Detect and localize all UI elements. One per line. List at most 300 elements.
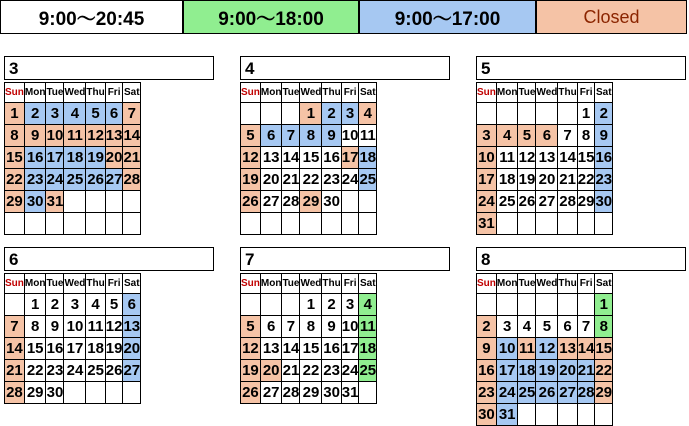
day-cell: 30 [24,191,46,213]
empty-day-cell [241,213,261,235]
week-row [241,103,377,125]
day-cell: 8 [300,125,322,147]
day-cell: 11 [518,338,536,360]
day-cell: 9 [46,316,64,338]
week-row [477,404,613,426]
weekday-label: Sun [241,274,261,294]
week-row [477,169,613,191]
day-cell: 1 [5,103,25,125]
day-cell: 31 [477,213,497,235]
weekday-label: Mon [260,274,282,294]
weekday-label: Sun [241,83,261,103]
day-cell: 6 [260,125,282,147]
day-cell: 6 [536,125,558,147]
weekday-label: Sat [359,274,377,294]
month-title: 4 [240,56,450,80]
day-cell: 10 [341,125,359,147]
day-cell: 31 [341,382,359,404]
day-cell: 17 [341,147,359,169]
empty-day-cell [577,213,595,235]
weekday-label: Thu [86,83,105,103]
weekday-label: Wed [300,274,322,294]
day-cell: 11 [359,125,377,147]
day-cell: 13 [260,338,282,360]
weekday-label: Sun [5,83,25,103]
week-row [5,213,141,235]
day-cell: 30 [46,382,64,404]
weekday-label: Tue [282,274,300,294]
day-cell: 18 [64,147,86,169]
day-cell: 6 [260,316,282,338]
day-cell: 6 [105,103,123,125]
weekday-header-row [477,274,613,294]
day-cell: 19 [86,147,105,169]
day-cell: 21 [123,147,141,169]
weekday-label: Wed [536,274,558,294]
day-cell: 14 [282,147,300,169]
weekday-label: Thu [558,274,577,294]
empty-day-cell [558,294,577,316]
day-cell: 2 [595,103,613,125]
empty-day-cell [518,294,536,316]
day-cell: 28 [123,169,141,191]
week-row [5,382,141,404]
legend-short-hours: 9:00～17:00 [359,0,536,34]
day-cell: 2 [322,294,341,316]
weekday-label: Wed [300,83,322,103]
empty-day-cell [477,294,497,316]
empty-day-cell [595,213,613,235]
weekday-header-row [477,83,613,103]
day-cell: 19 [241,360,261,382]
day-cell: 3 [477,125,497,147]
weekday-label: Tue [518,83,536,103]
empty-day-cell [300,213,322,235]
month-table [240,82,377,235]
empty-day-cell [359,382,377,404]
week-row [477,294,613,316]
day-cell: 25 [86,360,105,382]
empty-day-cell [86,382,105,404]
legend-closed: Closed [536,0,687,34]
day-cell: 26 [518,191,536,213]
weekday-label: Fri [577,83,595,103]
day-cell: 19 [536,360,558,382]
day-cell: 26 [241,191,261,213]
day-cell: 9 [595,125,613,147]
day-cell: 17 [46,147,64,169]
day-cell: 5 [105,294,123,316]
empty-day-cell [536,213,558,235]
day-cell: 26 [105,360,123,382]
empty-day-cell [64,382,86,404]
day-cell: 4 [496,125,518,147]
empty-day-cell [322,213,341,235]
day-cell: 10 [341,316,359,338]
day-cell: 3 [46,103,64,125]
empty-day-cell [518,404,536,426]
day-cell: 23 [46,360,64,382]
day-cell: 22 [300,169,322,191]
day-cell: 4 [359,294,377,316]
weekday-header-row [5,83,141,103]
weekday-label: Thu [322,83,341,103]
weekday-label: Sat [359,83,377,103]
day-cell: 22 [300,360,322,382]
day-cell: 27 [260,191,282,213]
day-cell: 18 [359,147,377,169]
week-row [241,316,377,338]
week-row [477,360,613,382]
day-cell: 12 [105,316,123,338]
empty-day-cell [558,404,577,426]
day-cell: 10 [496,338,518,360]
week-row [5,191,141,213]
empty-day-cell [341,191,359,213]
day-cell: 18 [496,169,518,191]
day-cell: 29 [595,382,613,404]
day-cell: 29 [5,191,25,213]
empty-day-cell [359,191,377,213]
empty-day-cell [282,213,300,235]
day-cell: 16 [595,147,613,169]
day-cell: 11 [86,316,105,338]
month-title: 8 [476,247,686,271]
month-table [476,82,613,235]
day-cell: 16 [322,147,341,169]
day-cell: 29 [24,382,46,404]
empty-day-cell [577,294,595,316]
day-cell: 1 [577,103,595,125]
week-row [477,147,613,169]
day-cell: 5 [536,316,558,338]
empty-day-cell [282,103,300,125]
day-cell: 21 [282,360,300,382]
empty-day-cell [260,103,282,125]
month-table [4,273,141,404]
weekday-label: Wed [536,83,558,103]
day-cell: 17 [341,338,359,360]
month-table [240,273,377,404]
day-cell: 7 [282,316,300,338]
day-cell: 30 [595,191,613,213]
day-cell: 5 [241,316,261,338]
empty-day-cell [123,191,141,213]
empty-day-cell [86,213,105,235]
day-cell: 22 [595,360,613,382]
day-cell: 1 [24,294,46,316]
day-cell: 5 [86,103,105,125]
day-cell: 1 [300,103,322,125]
day-cell: 27 [105,169,123,191]
day-cell: 27 [536,191,558,213]
week-row [5,103,141,125]
week-row [241,294,377,316]
day-cell: 29 [300,382,322,404]
day-cell: 3 [64,294,86,316]
day-cell: 14 [558,147,577,169]
week-row [5,169,141,191]
day-cell: 26 [241,382,261,404]
day-cell: 4 [518,316,536,338]
legend-evening-hours: 9:00～20:45 [0,0,183,34]
month-title: 3 [4,56,214,80]
day-cell: 6 [123,294,141,316]
empty-day-cell [5,294,25,316]
empty-day-cell [282,294,300,316]
day-cell: 9 [24,125,46,147]
empty-day-cell [558,103,577,125]
day-cell: 13 [123,316,141,338]
day-cell: 13 [260,147,282,169]
week-row [5,338,141,360]
day-cell: 1 [595,294,613,316]
weekday-label: Tue [282,83,300,103]
weekday-label: Fri [105,83,123,103]
day-cell: 7 [123,103,141,125]
weekday-label: Mon [24,274,46,294]
empty-day-cell [496,294,518,316]
empty-day-cell [123,382,141,404]
empty-day-cell [536,103,558,125]
empty-day-cell [86,191,105,213]
day-cell: 26 [536,382,558,404]
day-cell: 30 [477,404,497,426]
week-row [241,360,377,382]
empty-day-cell [105,213,123,235]
day-cell: 2 [24,103,46,125]
empty-day-cell [46,213,64,235]
month-table [476,273,613,426]
empty-day-cell [260,213,282,235]
weekday-label: Thu [86,274,105,294]
day-cell: 25 [64,169,86,191]
weekday-label: Thu [558,83,577,103]
empty-day-cell [359,213,377,235]
week-row [5,125,141,147]
day-cell: 11 [496,147,518,169]
legend-standard-hours: 9:00～18:00 [183,0,359,34]
week-row [477,316,613,338]
day-cell: 14 [5,338,25,360]
day-cell: 23 [322,360,341,382]
empty-day-cell [105,382,123,404]
day-cell: 7 [558,125,577,147]
day-cell: 16 [477,360,497,382]
empty-day-cell [241,294,261,316]
day-cell: 25 [518,382,536,404]
empty-day-cell [577,404,595,426]
weekday-label: Sat [595,274,613,294]
month-title: 6 [4,247,214,271]
day-cell: 8 [595,316,613,338]
empty-day-cell [105,191,123,213]
day-cell: 18 [518,360,536,382]
day-cell: 15 [300,147,322,169]
day-cell: 24 [341,169,359,191]
day-cell: 20 [123,338,141,360]
day-cell: 31 [496,404,518,426]
day-cell: 12 [241,338,261,360]
day-cell: 21 [5,360,25,382]
day-cell: 5 [241,125,261,147]
empty-day-cell [341,213,359,235]
day-cell: 17 [64,338,86,360]
day-cell: 8 [577,125,595,147]
day-cell: 21 [577,360,595,382]
week-row [5,316,141,338]
day-cell: 24 [477,191,497,213]
day-cell: 7 [282,125,300,147]
weekday-label: Mon [260,83,282,103]
day-cell: 6 [558,316,577,338]
week-row [477,338,613,360]
day-cell: 5 [518,125,536,147]
day-cell: 29 [577,191,595,213]
day-cell: 15 [300,338,322,360]
empty-day-cell [64,213,86,235]
weekday-label: Fri [341,274,359,294]
day-cell: 10 [64,316,86,338]
empty-day-cell [24,213,46,235]
day-cell: 11 [64,125,86,147]
day-cell: 26 [86,169,105,191]
week-row [241,338,377,360]
weekday-label: Wed [64,274,86,294]
empty-day-cell [123,213,141,235]
day-cell: 8 [24,316,46,338]
weekday-label: Mon [496,83,518,103]
day-cell: 12 [536,338,558,360]
day-cell: 30 [322,382,341,404]
week-row [241,382,377,404]
day-cell: 14 [123,125,141,147]
week-row [5,294,141,316]
day-cell: 21 [558,169,577,191]
day-cell: 16 [46,338,64,360]
day-cell: 10 [477,147,497,169]
week-row [241,191,377,213]
empty-day-cell [518,213,536,235]
empty-day-cell [536,294,558,316]
weekday-label: Mon [496,274,518,294]
day-cell: 17 [477,169,497,191]
week-row [477,125,613,147]
day-cell: 23 [322,169,341,191]
day-cell: 15 [24,338,46,360]
day-cell: 28 [282,191,300,213]
day-cell: 20 [260,169,282,191]
day-cell: 15 [595,338,613,360]
day-cell: 28 [558,191,577,213]
weekday-label: Mon [24,83,46,103]
day-cell: 15 [577,147,595,169]
week-row [241,213,377,235]
day-cell: 27 [123,360,141,382]
day-cell: 11 [359,316,377,338]
day-cell: 25 [359,169,377,191]
day-cell: 20 [260,360,282,382]
day-cell: 15 [5,147,25,169]
empty-day-cell [477,103,497,125]
week-row [241,125,377,147]
day-cell: 16 [24,147,46,169]
day-cell: 20 [558,360,577,382]
weekday-label: Sun [477,83,497,103]
day-cell: 2 [46,294,64,316]
day-cell: 3 [341,103,359,125]
weekday-header-row [241,274,377,294]
day-cell: 19 [241,169,261,191]
day-cell: 13 [558,338,577,360]
empty-day-cell [536,404,558,426]
day-cell: 20 [536,169,558,191]
day-cell: 9 [322,125,341,147]
day-cell: 1 [300,294,322,316]
day-cell: 23 [595,169,613,191]
day-cell: 22 [24,360,46,382]
empty-day-cell [260,294,282,316]
empty-day-cell [64,191,86,213]
empty-day-cell [496,213,518,235]
week-row [477,103,613,125]
day-cell: 3 [341,294,359,316]
day-cell: 8 [5,125,25,147]
day-cell: 4 [86,294,105,316]
week-row [5,147,141,169]
empty-day-cell [558,213,577,235]
day-cell: 31 [46,191,64,213]
month-table [4,82,141,235]
day-cell: 24 [341,360,359,382]
day-cell: 14 [282,338,300,360]
day-cell: 24 [46,169,64,191]
day-cell: 23 [24,169,46,191]
day-cell: 28 [577,382,595,404]
day-cell: 18 [86,338,105,360]
day-cell: 23 [477,382,497,404]
weekday-label: Tue [46,83,64,103]
weekday-label: Fri [341,83,359,103]
day-cell: 7 [577,316,595,338]
day-cell: 2 [477,316,497,338]
day-cell: 10 [46,125,64,147]
weekday-label: Sat [123,274,141,294]
week-row [241,147,377,169]
weekday-label: Tue [46,274,64,294]
hours-legend [0,0,689,36]
day-cell: 17 [496,360,518,382]
day-cell: 27 [558,382,577,404]
day-cell: 24 [496,382,518,404]
week-row [241,169,377,191]
day-cell: 21 [282,169,300,191]
weekday-label: Wed [64,83,86,103]
day-cell: 13 [105,125,123,147]
empty-day-cell [241,103,261,125]
day-cell: 12 [518,147,536,169]
day-cell: 9 [477,338,497,360]
empty-day-cell [496,103,518,125]
day-cell: 28 [282,382,300,404]
day-cell: 2 [322,103,341,125]
day-cell: 12 [86,125,105,147]
day-cell: 22 [577,169,595,191]
weekday-label: Fri [577,274,595,294]
day-cell: 25 [359,360,377,382]
day-cell: 4 [359,103,377,125]
day-cell: 20 [105,147,123,169]
